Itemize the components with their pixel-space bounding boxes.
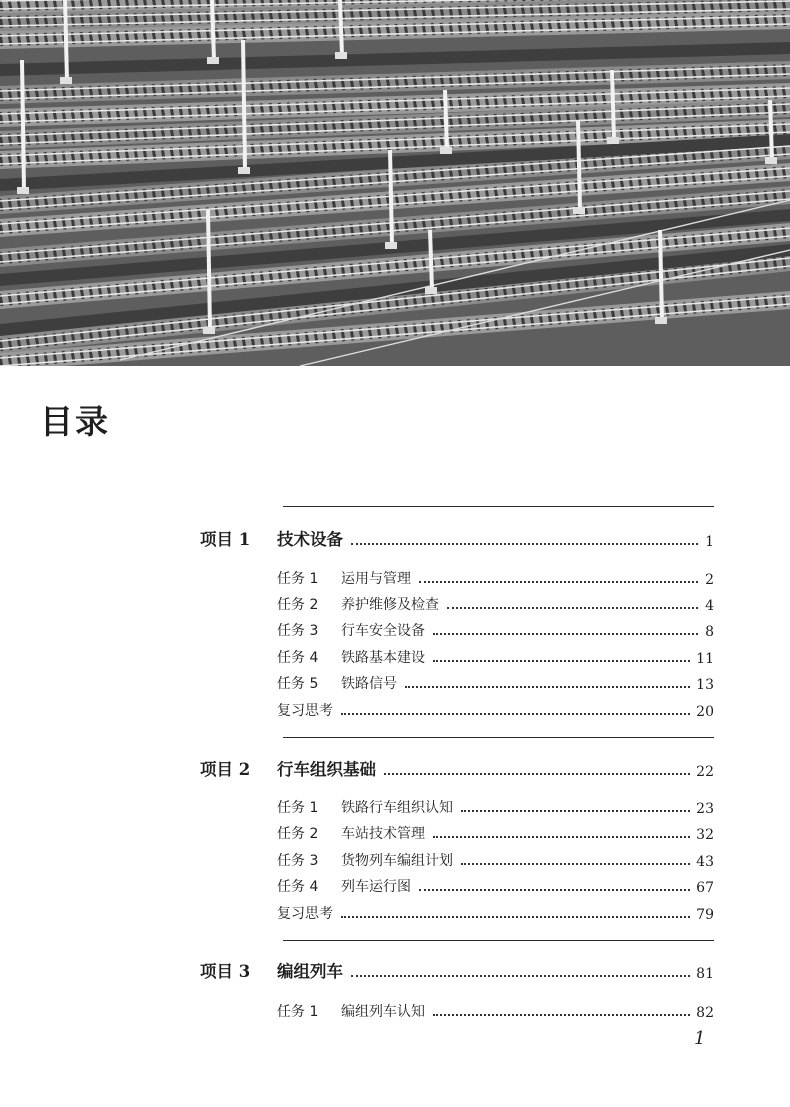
- task-number: 任务 1: [277, 800, 319, 816]
- task-title: 铁路信号: [341, 676, 397, 692]
- task-title: 行车安全设备: [341, 623, 425, 639]
- toc-task-entry[interactable]: [277, 874, 714, 896]
- task-page: 79: [696, 907, 714, 923]
- project-title: 编组列车: [277, 962, 343, 981]
- task-number: 任务 3: [277, 853, 319, 869]
- task-page: 82: [696, 1005, 714, 1021]
- leader-dots: [405, 686, 690, 688]
- project-page: 81: [696, 966, 714, 982]
- leader-dots: [351, 543, 698, 545]
- page-number: 1: [694, 1028, 706, 1049]
- task-page: 4: [705, 598, 714, 614]
- toc-task-entry[interactable]: [277, 592, 714, 614]
- toc-task-entry[interactable]: [277, 795, 714, 817]
- task-title: 编组列车认知: [341, 1004, 425, 1020]
- section-divider: [283, 506, 714, 507]
- leader-dots: [433, 633, 698, 635]
- task-page: 32: [696, 827, 714, 843]
- project-page: 1: [705, 534, 714, 550]
- toc-task-entry[interactable]: [277, 999, 714, 1021]
- toc-project-entry[interactable]: [200, 528, 714, 550]
- task-number: 任务 5: [277, 676, 319, 692]
- task-title: 养护维修及检查: [341, 597, 439, 613]
- leader-dots: [433, 660, 690, 662]
- task-number: 任务 1: [277, 571, 319, 587]
- toc-task-entry[interactable]: [277, 618, 714, 640]
- toc-task-entry[interactable]: [277, 671, 714, 693]
- task-title: 车站技术管理: [341, 826, 425, 842]
- project-title: 行车组织基础: [277, 760, 376, 779]
- task-number: 任务 3: [277, 623, 319, 639]
- project-page: 22: [696, 764, 714, 780]
- leader-dots: [384, 773, 690, 775]
- leader-dots: [461, 810, 690, 812]
- task-page: 13: [696, 677, 714, 693]
- task-title: 运用与管理: [341, 571, 411, 587]
- toc-review-entry[interactable]: [277, 901, 714, 923]
- task-title: 复习思考: [277, 906, 333, 922]
- toc-task-entry[interactable]: [277, 848, 714, 870]
- leader-dots: [433, 1014, 690, 1016]
- task-page: 20: [696, 704, 714, 720]
- project-title: 技术设备: [277, 530, 343, 549]
- leader-dots: [419, 889, 690, 891]
- toc-review-entry[interactable]: [277, 698, 714, 720]
- task-page: 2: [705, 572, 714, 588]
- task-number: 任务 4: [277, 879, 319, 895]
- toc-project-entry[interactable]: [200, 758, 714, 780]
- task-number: 任务 1: [277, 1004, 319, 1020]
- project-number: 项目 1: [200, 530, 251, 549]
- task-number: 任务 4: [277, 650, 319, 666]
- task-number: 任务 2: [277, 597, 319, 613]
- task-number: 任务 2: [277, 826, 319, 842]
- page-title: 目录: [40, 402, 110, 441]
- task-page: 8: [705, 624, 714, 640]
- task-title: 铁路基本建设: [341, 650, 425, 666]
- task-page: 11: [696, 651, 714, 667]
- leader-dots: [419, 581, 698, 583]
- task-title: 复习思考: [277, 703, 333, 719]
- toc-task-entry[interactable]: [277, 645, 714, 667]
- toc-task-entry[interactable]: [277, 566, 714, 588]
- task-title: 列车运行图: [341, 879, 411, 895]
- leader-dots: [341, 713, 690, 715]
- leader-dots: [461, 863, 690, 865]
- leader-dots: [351, 975, 690, 977]
- task-page: 67: [696, 880, 714, 896]
- project-number: 项目 3: [200, 962, 251, 981]
- task-title: 货物列车编组计划: [341, 853, 453, 869]
- project-number: 项目 2: [200, 760, 251, 779]
- leader-dots: [447, 607, 698, 609]
- task-title: 铁路行车组织认知: [341, 800, 453, 816]
- section-divider: [283, 737, 714, 738]
- task-page: 43: [696, 854, 714, 870]
- toc-project-entry[interactable]: [200, 960, 714, 982]
- toc-task-entry[interactable]: [277, 821, 714, 843]
- leader-dots: [341, 916, 690, 918]
- section-divider: [283, 940, 714, 941]
- task-page: 23: [696, 801, 714, 817]
- leader-dots: [433, 836, 690, 838]
